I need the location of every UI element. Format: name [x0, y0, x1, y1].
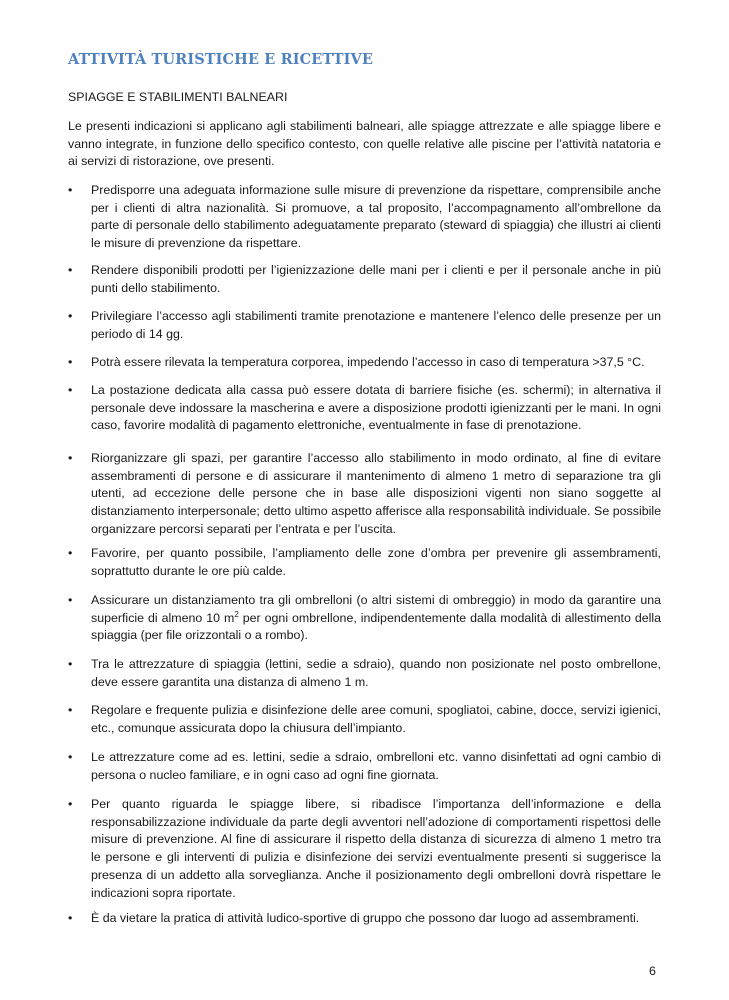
bullet-marker: •: [68, 355, 73, 369]
bullet-item: [68, 382, 661, 435]
intro-paragraph: Le presenti indicazioni si applicano agli stabilimenti balneari, alle spiagge attrezzate e alle spiagge libere e vanno integrate, in funzione dello specifico contesto, con quelle relative alle piscine per l’attività natatoria e ai servizi di ristorazione, ove presenti.: [68, 119, 661, 169]
bullet-item: [68, 656, 661, 691]
bullet-item: [68, 450, 661, 539]
bullet-text: Tra le attrezzature di spiaggia (lettini, sedie a sdraio), quando non posizionate nel posto ombrellone, deve essere garantita una distanza di almeno 1 m.: [91, 657, 661, 689]
bullet-text: Le attrezzature come ad es. lettini, sedie a sdraio, ombrelloni etc. vanno disinfettati ad ogni cambio di persona o nucleo familiare, e in ogni caso ad ogni fine giornata.: [91, 750, 661, 782]
page-number: 6: [649, 964, 656, 978]
bullet-marker: •: [68, 183, 73, 197]
subsection-title: SPIAGGE E STABILIMENTI BALNEARI: [68, 90, 288, 104]
bullet-text: [91, 592, 661, 645]
superscript: 2: [234, 609, 239, 619]
bullet-marker: •: [68, 263, 73, 277]
bullet-marker: •: [68, 309, 73, 323]
bullet-item: [68, 354, 661, 372]
bullet-text: Favorire, per quanto possibile, l’ampliamento delle zone d’ombra per prevenire gli assembramenti, soprattutto durante le ore più calde.: [91, 546, 661, 578]
bullet-item: [68, 592, 661, 645]
bullet-marker: •: [68, 703, 73, 717]
bullet-item: [68, 749, 661, 784]
bullet-item: [68, 910, 661, 928]
bullet-marker: •: [68, 657, 73, 671]
bullet-item: [68, 308, 661, 343]
section-title: ATTIVITÀ TURISTICHE E RICETTIVE: [68, 51, 374, 68]
bullet-item: [68, 545, 661, 580]
bullet-text: Per quanto riguarda le spiagge libere, si ribadisce l’importanza dell’informazione e della responsabilizzazione individuale da parte degli avventori nell’adozione di comportamenti rispettosi delle misure di prevenzione. Al fine di assicurare il rispetto della distanza di sicurezza di almeno 1 metro tra le persone e gli interventi di pulizia e disinfezione dei servizi eventualmente presenti si suggerisce la presenza di un addetto alla sorveglianza. Anche il posizionamento degli ombrelloni dovrà rispettare le indicazioni sopra riportate.: [91, 797, 661, 900]
bullet-marker: •: [68, 911, 73, 925]
bullet-text-part: Assicurare un distanziamento tra gli ombrelloni (o altri sistemi di ombreggio) in modo da garantire una superficie di almeno 10 m: [91, 593, 661, 625]
bullet-text: Predisporre una adeguata informazione sulle misure di prevenzione da rispettare, comprensibile anche per i clienti di altra nazionalità. Si promuove, a tal proposito, l’accompagnamento all’ombrellone da parte di personale dello stabilimento adeguatamente preparato (steward di spiaggia) che illustri ai clienti le misure di prevenzione da rispettare.: [91, 183, 661, 251]
bullet-text: Riorganizzare gli spazi, per garantire l’accesso allo stabilimento in modo ordinato, al fine di evitare assembramenti di persone e di assicurare il mantenimento di almeno 1 metro di separazione tra gli utenti, ad eccezione delle persone che in base alle disposizioni vigenti non siano soggette al distanziamento interpersonale; detto ultimo aspetto afferisce alla responsabilità individuale. Se possibile organizzare percorsi separati per l’entrata e per l’uscita.: [91, 451, 661, 536]
bullet-text: È da vietare la pratica di attività ludico-sportive di gruppo che possono dar luogo ad assembramenti.: [91, 911, 640, 925]
bullet-item: [68, 262, 661, 297]
bullet-item: [68, 796, 661, 902]
bullet-text: Rendere disponibili prodotti per l’igienizzazione delle mani per i clienti e per il personale anche in più punti dello stabilimento.: [91, 263, 661, 295]
bullet-marker: •: [68, 451, 73, 465]
bullet-text-part: per ogni ombrellone, indipendentemente dalla modalità di allestimento della spiaggia (per file orizzontali o a rombo).: [91, 610, 661, 643]
bullet-text: Potrà essere rilevata la temperatura corporea, impedendo l’accesso in caso di temperatura >37,5 °C.: [91, 355, 645, 369]
bullet-text: Privilegiare l’accesso agli stabilimenti tramite prenotazione e mantenere l’elenco delle presenze per un periodo di 14 gg.: [91, 309, 661, 341]
bullet-item: [68, 182, 661, 253]
bullet-marker: •: [68, 593, 73, 607]
bullet-item: [68, 702, 661, 737]
bullet-marker: •: [68, 383, 73, 397]
bullet-text: Regolare e frequente pulizia e disinfezione delle aree comuni, spogliatoi, cabine, docce, servizi igienici, etc., comunque assicurata dopo la chiusura dell’impianto.: [91, 703, 661, 735]
bullet-marker: •: [68, 797, 73, 811]
bullet-marker: •: [68, 546, 73, 560]
bullet-text: La postazione dedicata alla cassa può essere dotata di barriere fisiche (es. schermi); in alternativa il personale deve indossare la mascherina e avere a disposizione prodotti igienizzanti per le mani. In ogni caso, favorire modalità di pagamento elettroniche, eventualmente in fase di prenotazione.: [91, 383, 661, 433]
bullet-marker: •: [68, 750, 73, 764]
